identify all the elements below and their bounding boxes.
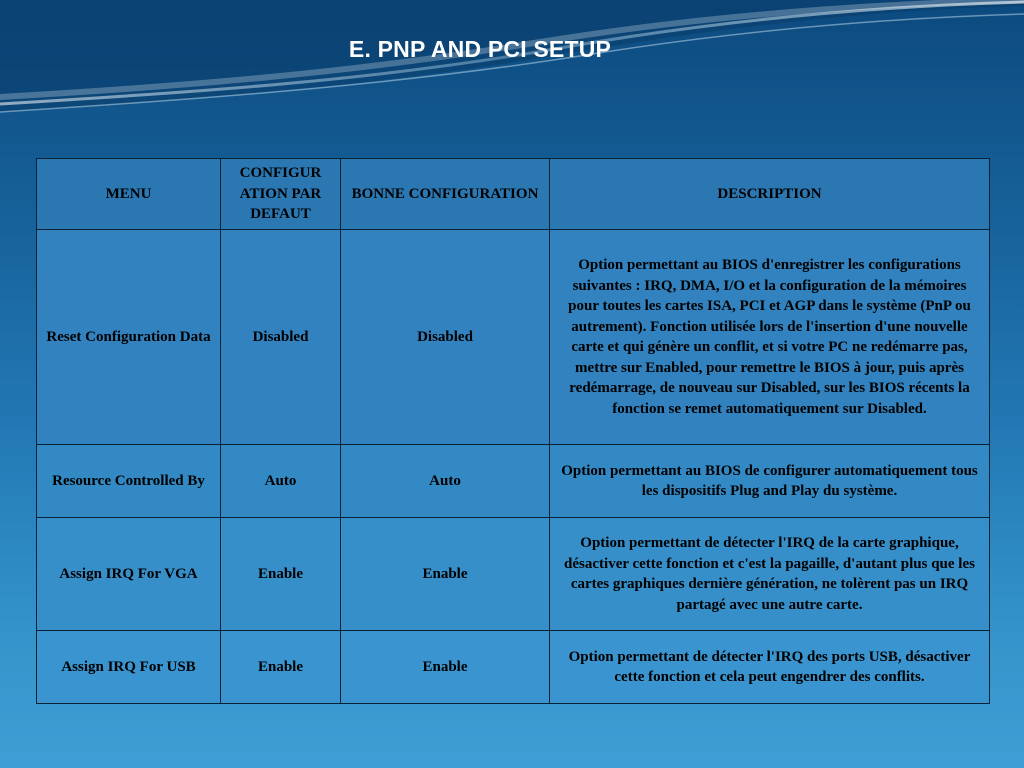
cell-description: Option permettant au BIOS de configurer automatiquement tous les dispositifs Plug and Play du système. [550, 445, 990, 518]
cell-description: Option permettant au BIOS d'enregistrer les configurations suivantes : IRQ, DMA, I/O et la configuration de la mémoires pour toutes les cartes ISA, PCI et AGP dans le système (PnP ou autrement). Fonction utilisée lors de l'insertion d'une nouvelle carte et qui génère un conflit, et si votre PC ne redémarre pas, mettre sur Enabled, pour remettre le BIOS à jour, puis après redémarrage, de nouveau sur Disabled, sur les BIOS récents la fonction se remet automatiquement sur Disabled. [550, 230, 990, 445]
header-menu: MENU [37, 159, 221, 230]
cell-menu: Resource Controlled By [37, 445, 221, 518]
cell-default: Disabled [221, 230, 341, 445]
cell-good: Enable [341, 518, 550, 631]
table-row [37, 631, 990, 704]
cell-good: Auto [341, 445, 550, 518]
cell-description: Option permettant de détecter l'IRQ de la carte graphique, désactiver cette fonction et c'est la pagaille, d'autant plus que les cartes graphiques dernière génération, ne tolèrent pas un IRQ partagé avec une autre carte. [550, 518, 990, 631]
pnp-pci-setup-table [36, 158, 990, 704]
header-good-config: BONNE CONFIGURATION [341, 159, 550, 230]
cell-menu: Assign IRQ For VGA [37, 518, 221, 631]
cell-menu: Assign IRQ For USB [37, 631, 221, 704]
table-row [37, 230, 990, 445]
cell-default: Auto [221, 445, 341, 518]
table-header-row [37, 159, 990, 230]
cell-good: Disabled [341, 230, 550, 445]
header-description: DESCRIPTION [550, 159, 990, 230]
cell-default: Enable [221, 631, 341, 704]
page-title: E. PNP AND PCI SETUP [348, 36, 612, 62]
table-row [37, 445, 990, 518]
cell-good: Enable [341, 631, 550, 704]
header-default-config: CONFIGUR ATION PAR DEFAUT [221, 159, 341, 230]
header-swoosh-decoration [0, 0, 1024, 130]
table-row [37, 518, 990, 631]
cell-menu: Reset Configuration Data [37, 230, 221, 445]
cell-default: Enable [221, 518, 341, 631]
cell-description: Option permettant de détecter l'IRQ des ports USB, désactiver cette fonction et cela peut engendrer des conflits. [550, 631, 990, 704]
